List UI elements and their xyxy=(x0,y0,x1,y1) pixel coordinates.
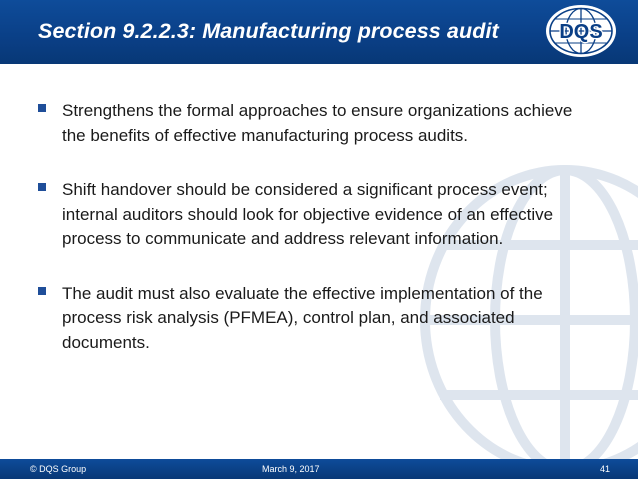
logo-text: DQS xyxy=(559,21,603,43)
bullet-item xyxy=(38,282,598,356)
square-bullet-icon xyxy=(38,287,46,295)
bullet-text: Shift handover should be considered a significant process event; internal auditors should look for objective evidence of an effective process to communicate and address relevant information. xyxy=(62,180,554,248)
bullet-item xyxy=(38,99,598,148)
bullet-item xyxy=(38,178,598,252)
square-bullet-icon xyxy=(38,183,46,191)
footer-bar xyxy=(0,459,638,479)
square-bullet-icon xyxy=(38,104,46,112)
title-bar xyxy=(0,0,638,64)
slide-title: Section 9.2.2.3: Manufacturing process audit xyxy=(38,19,499,43)
bullet-text: The audit must also evaluate the effective implementation of the process risk analysis (PFMEA), control plan, and associated documents. xyxy=(62,283,543,352)
footer-date: March 9, 2017 xyxy=(262,464,320,474)
bullet-list xyxy=(38,99,598,385)
footer-page-number: 41 xyxy=(599,464,610,474)
dqs-logo-icon xyxy=(542,2,620,60)
bullet-text: Strengthens the formal approaches to ensure organizations achieve the benefits of effective manufacturing process audits. xyxy=(62,101,573,145)
footer-copyright: © DQS Group xyxy=(30,464,87,474)
